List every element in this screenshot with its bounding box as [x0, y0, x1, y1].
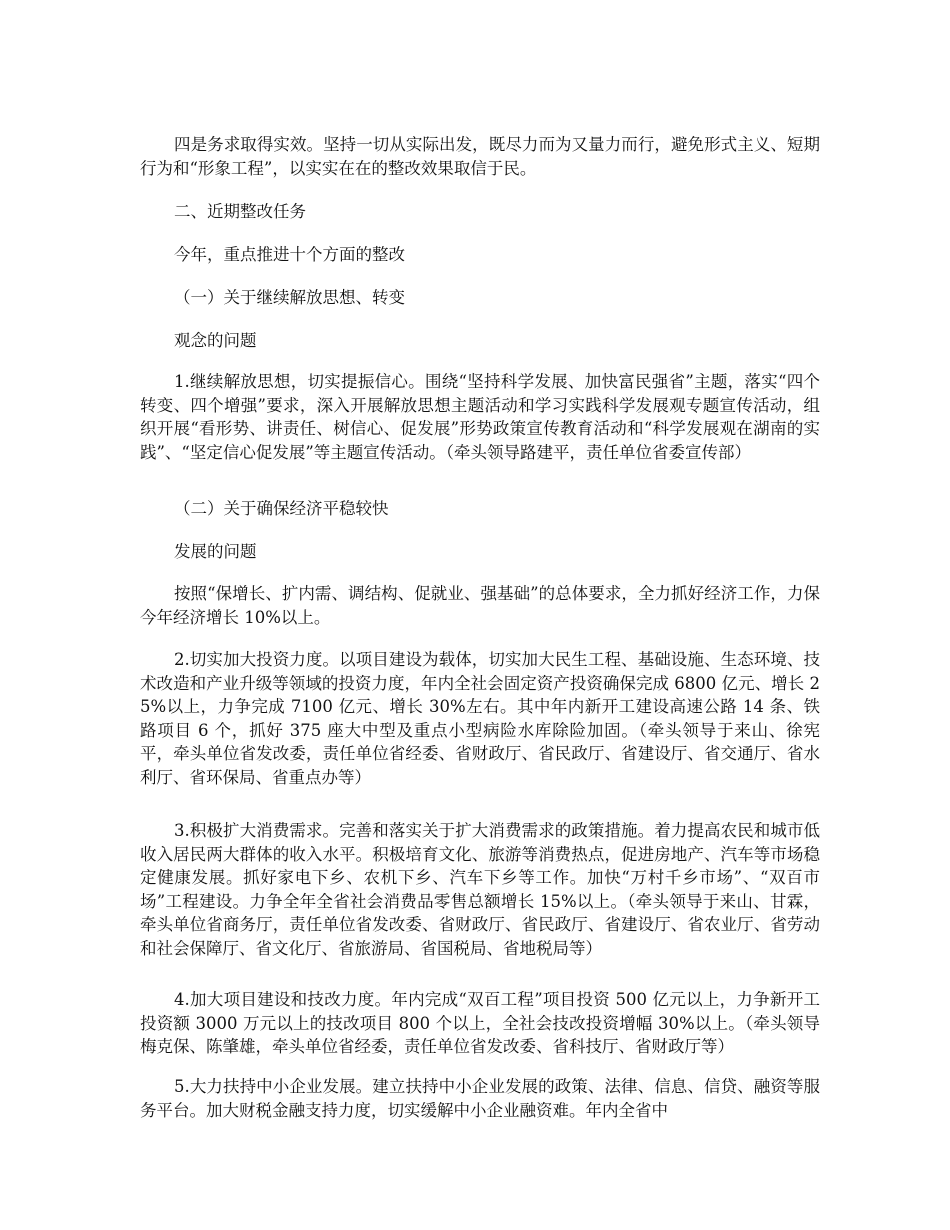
subheading-emancipate-mind-line2: 观念的问题: [174, 331, 257, 350]
paragraph-item-3: 3.积极扩大消费需求。完善和落实关于扩大消费需求的政策措施。着力提高农民和城市低收入居民两大群体的收入水平。积极培育文化、旅游等消费热点，促进房地产、汽车等市场稳定健康发展。抓好家电下乡、农机下乡、汽车下乡等工作。加快“万村千乡市场”、“双百市场”工程建设。力争全年全省社会消费品零售总额增长 15%以上。（牵头领导于来山、甘霖，牵头单位省商务厅，责任单位省发改委、省财政厅、省民政厅、省建设厅、省农业厅、省劳动和社会保障厅、省文化厅、省旅游局、省国税局、省地税局等）: [140, 821, 820, 958]
paragraph-item-1: 1.继续解放思想，切实提振信心。围绕“坚持科学发展、加快富民强省”主题，落实“四个转变、四个增强”要求，深入开展解放思想主题活动和学习实践科学发展观专题宣传活动，组织开展“看形势、讲责任、树信心、促发展”形势政策宣传教育活动和“科学发展观在湖南的实践”、“坚定信心促发展”等主题宣传活动。（牵头领导路建平，责任单位省委宣传部）: [140, 372, 820, 462]
subheading-stable-growth-line1: （二）关于确保经济平稳较快: [174, 499, 389, 518]
subheading-stable-growth-line2: 发展的问题: [174, 542, 257, 561]
paragraph-overall-requirements: 按照“保增长、扩内需、调结构、促就业、强基础”的总体要求，全力抓好经济工作，力保今年经济增长 10%以上。: [140, 584, 820, 627]
section-heading-recent-tasks: 二、近期整改任务: [174, 202, 306, 221]
paragraph-item-5: 5.大力扶持中小企业发展。建立扶持中小企业发展的政策、法律、信息、信贷、融资等服务平台。加大财税金融支持力度，切实缓解中小企业融资难。年内全省中: [140, 1077, 820, 1120]
paragraph-ten-areas-intro: 今年，重点推进十个方面的整改: [174, 245, 405, 264]
paragraph-item-2: 2.切实加大投资力度。以项目建设为载体，切实加大民生工程、基础设施、生态环境、技术改造和产业升级等领域的投资力度，年内全社会固定资产投资确保完成 6800 亿元、增长 25%以上，力争完成 7100 亿元、增长 30%左右。其中年内新开工建设高速公路 14 条、铁路项目 6 个，抓好 375 座大中型及重点小型病险水库除险加固。（牵头领导于来山、徐宪平，牵头单位省发改委，责任单位省经委、省财政厅、省民政厅、省建设厅、省交通厅、省水利厅、省环保局、省重点办等）: [140, 650, 820, 787]
paragraph-implementation-principle: 四是务求取得实效。坚持一切从实际出发，既尽力而为又量力而行，避免形式主义、短期行为和“形象工程”，以实实在在的整改效果取信于民。: [140, 135, 820, 178]
subheading-emancipate-mind-line1: （一）关于继续解放思想、转变: [174, 288, 405, 307]
paragraph-item-4: 4.加大项目建设和技改力度。年内完成“双百工程”项目投资 500 亿元以上，力争新开工投资额 3000 万元以上的技改项目 800 个以上，全社会技改投资增幅 30%以上。（牵头领导梅克保、陈肇雄，牵头单位省经委，责任单位省发改委、省科技厅、省财政厅等）: [140, 990, 820, 1056]
